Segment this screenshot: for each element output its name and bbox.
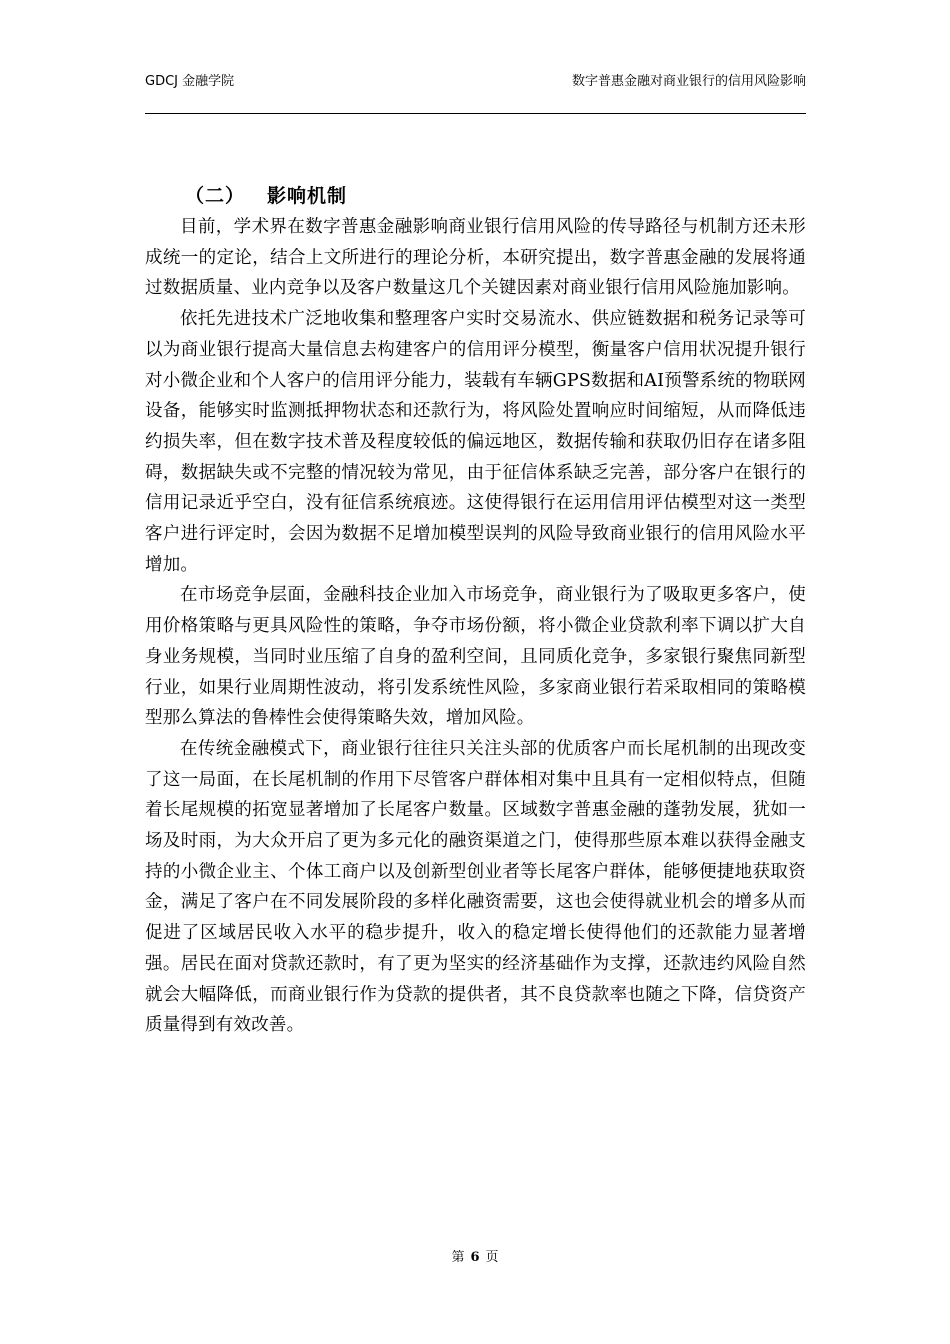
header-document-title: 数字普惠金融对商业银行的信用风险影响: [571, 74, 806, 89]
page-footer: [0, 1246, 950, 1265]
footer-suffix: 页: [485, 1250, 499, 1265]
paragraph-competition: 在市场竞争层面，金融科技企业加入市场竞争，商业银行为了吸取更多客户，使用价格策略与更具风险性的策略，争夺市场份额，将小微企业贷款利率下调以扩大自身业务规模，当同时业压缩了自身的盈利空间，且同质化竞争，多家银行聚焦同新型行业，如果行业周期性波动，将引发系统性风险，多家商业银行若采取相同的策略模型那么算法的鲁棒性会使得策略失效，增加风险。: [145, 585, 806, 729]
header-institution: GDCJ 金融学院: [145, 74, 235, 89]
page-number: 6: [470, 1250, 480, 1265]
page-header: [145, 70, 806, 94]
section-title: 影响机制: [267, 185, 348, 207]
body-text: [145, 212, 806, 1041]
section-number: （二）: [185, 185, 246, 207]
paragraph-customer-count: 在传统金融模式下，商业银行往往只关注头部的优质客户而长尾机制的出现改变了这一局面，在长尾机制的作用下尽管客户群体相对集中且具有一定相似特点，但随着长尾规模的拓宽显著增加了长尾客户数量。区域数字普惠金融的蓬勃发展，犹如一场及时雨，为大众开启了更为多元化的融资渠道之门，使得那些原本难以获得金融支持的小微企业主、个体工商户以及创新型创业者等长尾客户群体，能够便捷地获取资金，满足了客户在不同发展阶段的多样化融资需要，这也会使得就业机会的增多从而促进了区域居民收入水平的稳步提升，收入的稳定增长使得他们的还款能力显著增强。居民在面对贷款还款时，有了更为坚实的经济基础作为支撑，还款违约风险自然就会大幅降低，而商业银行作为贷款的提供者，其不良贷款率也随之下降，信贷资产质量得到有效改善。: [145, 738, 806, 1036]
footer-prefix: 第: [451, 1250, 465, 1265]
section-heading: [185, 181, 347, 208]
paragraph-intro: 目前，学术界在数字普惠金融影响商业银行信用风险的传导路径与机制方还未形成统一的定论，结合上文所进行的理论分析，本研究提出，数字普惠金融的发展将通过数据质量、业内竞争以及客户数量这几个关键因素对商业银行信用风险施加影响。: [145, 217, 806, 299]
paragraph-data-quality: 依托先进技术广泛地收集和整理客户实时交易流水、供应链数据和税务记录等可以为商业银行提高大量信息去构建客户的信用评分模型，衡量客户信用状况提升银行对小微企业和个人客户的信用评分能力，装载有车辆GPS数据和AI预警系统的物联网设备，能够实时监测抵押物状态和还款行为，将风险处置响应时间缩短，从而降低违约损失率，但在数字技术普及程度较低的偏远地区，数据传输和获取仍旧存在诸多阻碍，数据缺失或不完整的情况较为常见，由于征信体系缺乏完善，部分客户在银行的信用记录近乎空白，没有征信系统痕迹。这使得银行在运用信用评估模型对这一类型客户进行评定时，会因为数据不足增加模型误判的风险导致商业银行的信用风险水平增加。: [145, 309, 806, 575]
header-divider: [145, 113, 806, 114]
